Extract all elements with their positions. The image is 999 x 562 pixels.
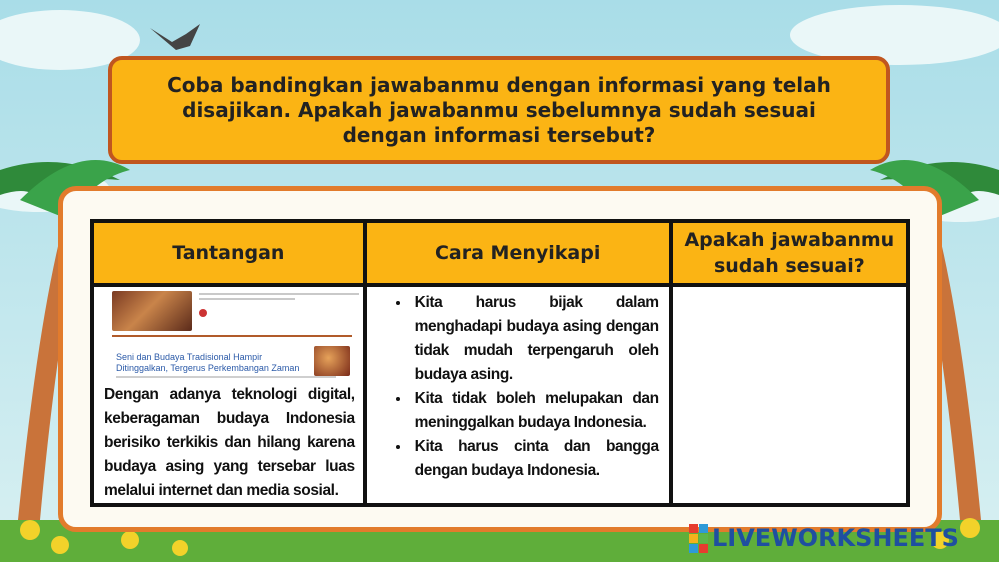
response-cell: [365, 285, 671, 505]
response-list: [367, 291, 659, 483]
article-header-lines: [199, 293, 359, 303]
list-item: • Kita harus bijak dalam menghadapi budaya asing dengan tidak mudah terpengaruh oleh budaya asing.: [411, 291, 659, 387]
article-author-icon: [199, 309, 207, 317]
logo-text: LIVEWORKSHEETS: [712, 524, 959, 552]
challenge-cell: [92, 285, 365, 505]
comparison-table: [90, 219, 910, 507]
header-tantangan: Tantangan: [92, 221, 365, 285]
article-sub-line: [116, 376, 336, 378]
instruction-text: Coba bandingkan jawabanmu dengan informasi yang telah disajikan. Apakah jawabanmu sebelumnya sudah sesuai dengan informasi tersebut?: [167, 72, 831, 147]
header-apakah-sesuai: Apakah jawabanmu sudah sesuai?: [671, 221, 908, 285]
list-item: • Kita harus cinta dan bangga dengan budaya Indonesia.: [411, 435, 659, 483]
table-header-row: [92, 221, 908, 285]
article-thumbnail: [314, 346, 350, 376]
answer-field[interactable]: [671, 285, 908, 505]
list-item: • Kita tidak boleh melupakan dan meninggalkan budaya Indonesia.: [411, 387, 659, 435]
challenge-text: Dengan adanya teknologi digital, keberagaman budaya Indonesia berisiko terkikis dan hilang karena budaya asing yang tersebar luas melalui internet dan media sosial.: [104, 386, 355, 499]
article-photo: [112, 291, 192, 331]
news-article-image: [104, 291, 355, 379]
liveworksheets-logo: [689, 524, 959, 552]
header-cara-menyikapi: Cara Menyikapi: [365, 221, 671, 285]
logo-icon: [689, 524, 708, 553]
article-divider: [112, 335, 352, 337]
table-row: [92, 285, 908, 505]
instruction-banner: [108, 56, 890, 164]
article-title: Seni dan Budaya Tradisional Hampir Ditinggalkan, Tergerus Perkembangan Zaman: [116, 352, 300, 373]
